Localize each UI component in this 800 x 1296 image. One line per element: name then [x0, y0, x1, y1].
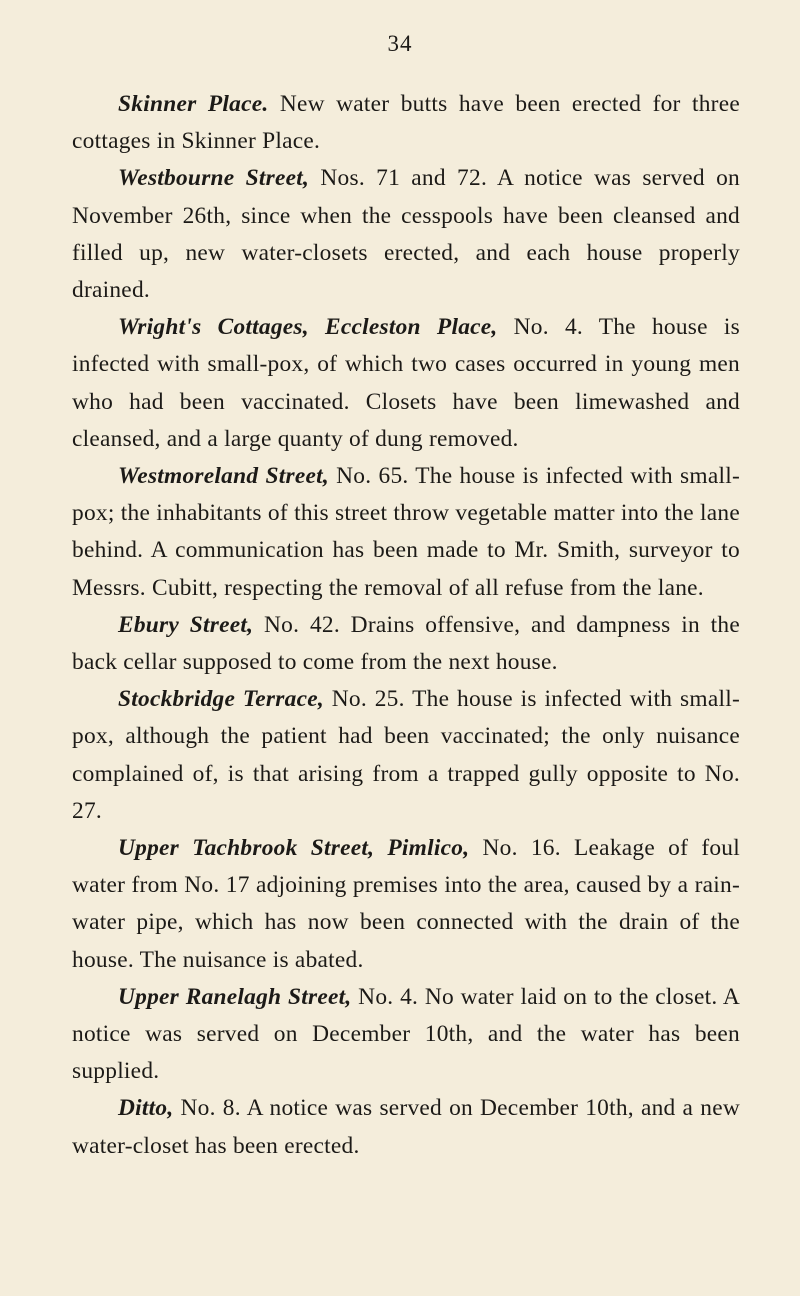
entry-paragraph [72, 979, 740, 1091]
entry-paragraph [72, 607, 740, 681]
entry-place: Westmoreland Street, [118, 463, 329, 490]
entry-place: Upper Ranelagh Street, [118, 983, 352, 1010]
entry-place: Skinner Place. [118, 91, 269, 117]
entry-paragraph [72, 1090, 740, 1164]
entry-place: Stockbridge Terrace, [118, 686, 324, 713]
entry-text: No. 8. A notice was served on December 10th, and a new water-closet has been erected. [72, 1095, 740, 1159]
entry-place: Ditto, [118, 1095, 174, 1122]
report-body [72, 86, 740, 1165]
page-number: 34 [387, 31, 413, 56]
entry-text: No. 4. The house is infected with small-pox, of which two cases occurred in young men who had been vaccinated. Closets have been limewashed and cleansed, and a large quanty of dung removed. [72, 314, 740, 452]
entry-text: New water butts have been erected for three cottages in Skinner Place. [72, 91, 740, 155]
entry-text: No. 25. The house is infected with small-pox, although the patient had been vaccinated; the only nuisance complained of, is that arising from a trapped gully opposite to No. 27. [72, 686, 740, 824]
entry-place: Westbourne Street, [118, 165, 310, 192]
entry-paragraph [72, 681, 740, 830]
entry-text: No. 16. Leakage of foul water from No. 17 adjoining premises into the area, caused by a rain-water pipe, which has now been connected with the drain of the house. The nuisance is abated. [72, 835, 740, 973]
entry-paragraph [72, 86, 740, 160]
entry-text: No. 65. The house is infected with small-pox; the inhabitants of this street throw vegetable matter into the lane behind. A communication has been made to Mr. Smith, surveyor to Messrs. Cubitt, respecting the removal of all refuse from the lane. [72, 463, 740, 601]
entry-paragraph [72, 830, 740, 979]
entry-place: Wright's Cottages, Eccleston Place, [118, 314, 498, 341]
entry-paragraph [72, 160, 740, 309]
entry-paragraph [72, 309, 740, 458]
entry-text: No. 4. No water laid on to the closet. A notice was served on December 10th, and the water has been supplied. [72, 983, 740, 1085]
entry-paragraph [72, 458, 740, 607]
entry-text: No. 42. Drains offensive, and dampness in the back cellar supposed to come from the next house. [72, 611, 741, 676]
entry-text: Nos. 71 and 72. A notice was served on November 26th, since when the cesspools have been cleansed and filled up, new water-closets erected, and each house properly drained. [72, 165, 741, 304]
entry-place: Upper Tachbrook Street, Pimlico, [118, 835, 470, 862]
entry-place: Ebury Street, [118, 611, 254, 638]
